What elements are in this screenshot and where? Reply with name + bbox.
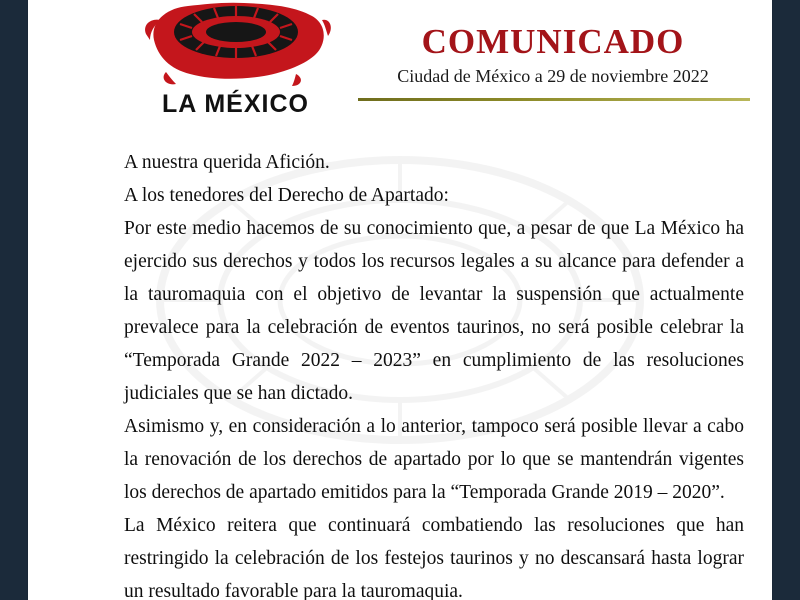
paragraph-5: La México reitera que continuará combatiendo las resoluciones que han restringido la celebración de los festejos taurinos y no descansará hasta lograr un resultado favorable para la tauromaquia. [124,515,744,600]
header-right-block [358,22,748,87]
bullring-logo-icon [136,0,336,88]
logo-wordmark: LA MÉXICO [162,90,309,118]
date-line: Ciudad de México a 29 de noviembre 2022 [397,66,709,86]
page-title: COMUNICADO [421,22,685,61]
paragraph-1: A nuestra querida Afición. [124,152,330,173]
header-divider [358,98,750,101]
paragraph-4: Asimismo y, en consideración a lo anterior, tampoco será posible llevar a cabo la renovación de los derechos de apartado por lo que se mantendrán vigentes los derechos de apartado emitidos para la “Temporada Grande 2019 – 2020”. [124,416,744,503]
document-page [28,0,772,600]
paragraph-3: Por este medio hacemos de su conocimiento que, a pesar de que La México ha ejercido sus derechos y todos los recursos legales a su alcance para defender a la tauromaquia con el objetivo de levantar la suspensión que actualmente prevalece para la celebración de eventos taurinos, no será posible celebrar la “Temporada Grande 2022 – 2023” en cumplimiento de las resoluciones judiciales que se han dictado. [124,218,744,404]
logo [128,0,343,122]
document-body [124,146,744,600]
document-header [28,0,772,132]
paragraph-2: A los tenedores del Derecho de Apartado: [124,185,449,206]
